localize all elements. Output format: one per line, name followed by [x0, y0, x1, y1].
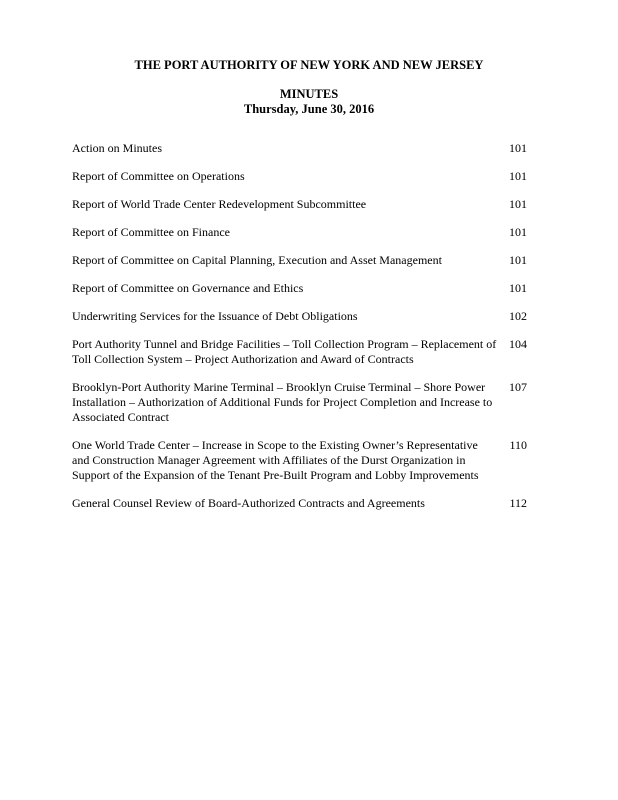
- toc-entry-title: General Counsel Review of Board-Authorized Contracts and Agreements: [72, 496, 425, 510]
- toc-entry: [72, 380, 532, 425]
- toc-entry-page: 112: [509, 496, 527, 510]
- toc-entry: [72, 496, 532, 511]
- toc-entry-page: 101: [509, 169, 527, 183]
- toc-entry-title: Action on Minutes: [72, 141, 162, 155]
- document-title: MINUTES: [279, 87, 339, 101]
- toc-entry-page: 110: [509, 438, 527, 452]
- toc-entry-title: Port Authority Tunnel and Bridge Facilities – Toll Collection Program – Replacement of Toll Collection System – Project Authorization and Award of Contracts: [72, 337, 497, 366]
- toc-entry-page: 101: [509, 281, 527, 295]
- organization-title: THE PORT AUTHORITY OF NEW YORK AND NEW JERSEY: [134, 58, 484, 72]
- table-of-contents: [72, 141, 532, 511]
- toc-entry-page: 107: [509, 380, 527, 394]
- toc-entry: [72, 438, 532, 483]
- toc-entry-page: 101: [509, 253, 527, 267]
- toc-entry-title: Report of World Trade Center Redevelopment Subcommittee: [72, 197, 367, 211]
- toc-entry-title: Report of Committee on Capital Planning, Execution and Asset Management: [72, 253, 442, 267]
- toc-entry: [72, 197, 532, 212]
- toc-entry-page: 101: [509, 141, 527, 155]
- toc-entry-page: 101: [509, 225, 527, 239]
- toc-entry-title: Report of Committee on Finance: [72, 225, 230, 239]
- toc-entry: [72, 337, 532, 367]
- meeting-date: Thursday, June 30, 2016: [243, 102, 375, 116]
- toc-entry-page: 104: [509, 337, 527, 351]
- toc-entry: [72, 281, 532, 296]
- toc-entry-title: Brooklyn-Port Authority Marine Terminal – Brooklyn Cruise Terminal – Shore Power Installation – Authorization of Additional Funds for Project Completion and Increase to Associated Contract: [72, 380, 493, 424]
- toc-entry-title: Report of Committee on Operations: [72, 169, 245, 183]
- toc-entry-page: 102: [509, 309, 527, 323]
- toc-entry-title: Underwriting Services for the Issuance of Debt Obligations: [72, 309, 358, 323]
- toc-entry-title: One World Trade Center – Increase in Scope to the Existing Owner’s Representative and Construction Manager Agreement with Affiliates of the Durst Organization in Support of the Expansion of the Tenant Pre-Built Program and Lobby Improvements: [72, 438, 479, 482]
- toc-entry-page: 101: [509, 197, 527, 211]
- toc-entry: [72, 225, 532, 240]
- toc-entry: [72, 141, 532, 156]
- toc-entry-title: Report of Committee on Governance and Ethics: [72, 281, 304, 295]
- toc-entry: [72, 169, 532, 184]
- toc-entry: [72, 309, 532, 324]
- toc-entry: [72, 253, 532, 268]
